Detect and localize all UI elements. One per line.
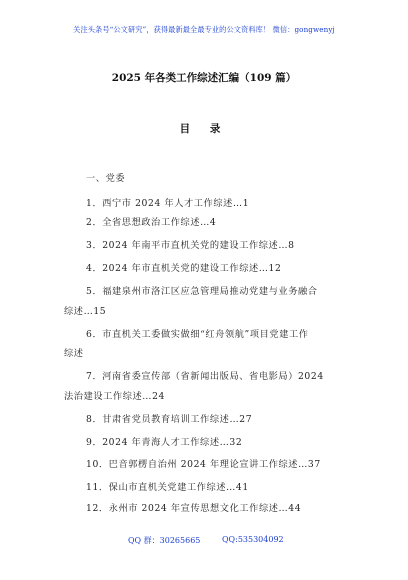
toc-item-11[interactable]: 11．保山市直机关党建工作综述…41	[86, 482, 249, 493]
toc-item-2[interactable]: 2．全省思想政治工作综述…4	[86, 217, 217, 228]
toc-item-6[interactable]: 6．市直机关工委做实做细“红舟领航”项目党建工作	[86, 329, 309, 340]
toc-item-6-continued[interactable]: 综述	[64, 348, 84, 359]
toc-item-5-continued[interactable]: 综述…15	[64, 306, 107, 317]
toc-item-10[interactable]: 10．巴音郭楞自治州 2024 年理论宣讲工作综述…37	[86, 459, 321, 470]
qq-number: QQ:535304092	[222, 535, 284, 544]
header-promo-note: 关注头条号“公文研究”，获得最新最全最专业的公文资料库！ 微信：gongwenyj	[73, 25, 335, 34]
document-title: 2025 年各类工作综述汇编（109 篇）	[111, 72, 297, 84]
toc-item-3[interactable]: 3．2024 年南平市直机关党的建设工作综述…8	[86, 240, 295, 251]
toc-item-7[interactable]: 7．河南省委宣传部（省新闻出版局、省电影局）2024	[86, 371, 324, 382]
toc-item-12[interactable]: 12．永州市 2024 年宣传思想文化工作综述…44	[86, 503, 302, 514]
toc-item-1[interactable]: 1．西宁市 2024 年人才工作综述…1	[86, 198, 250, 209]
toc-item-5[interactable]: 5．福建泉州市洛江区应急管理局推动党建与业务融合	[86, 286, 318, 297]
toc-item-8[interactable]: 8．甘肃省党员教育培训工作综述…27	[86, 414, 253, 425]
toc-item-7-continued[interactable]: 法治建设工作综述…24	[64, 391, 165, 402]
toc-heading: 目 录	[179, 123, 229, 135]
toc-item-4[interactable]: 4．2024 年市直机关党的建设工作综述…12	[86, 263, 282, 274]
footer-contact	[0, 535, 408, 549]
toc-section-party-committee: 一、党委	[86, 173, 126, 184]
toc-item-9[interactable]: 9．2024 年青海人才工作综述…32	[86, 437, 243, 448]
qq-group-number: QQ 群：30265665	[128, 536, 201, 545]
